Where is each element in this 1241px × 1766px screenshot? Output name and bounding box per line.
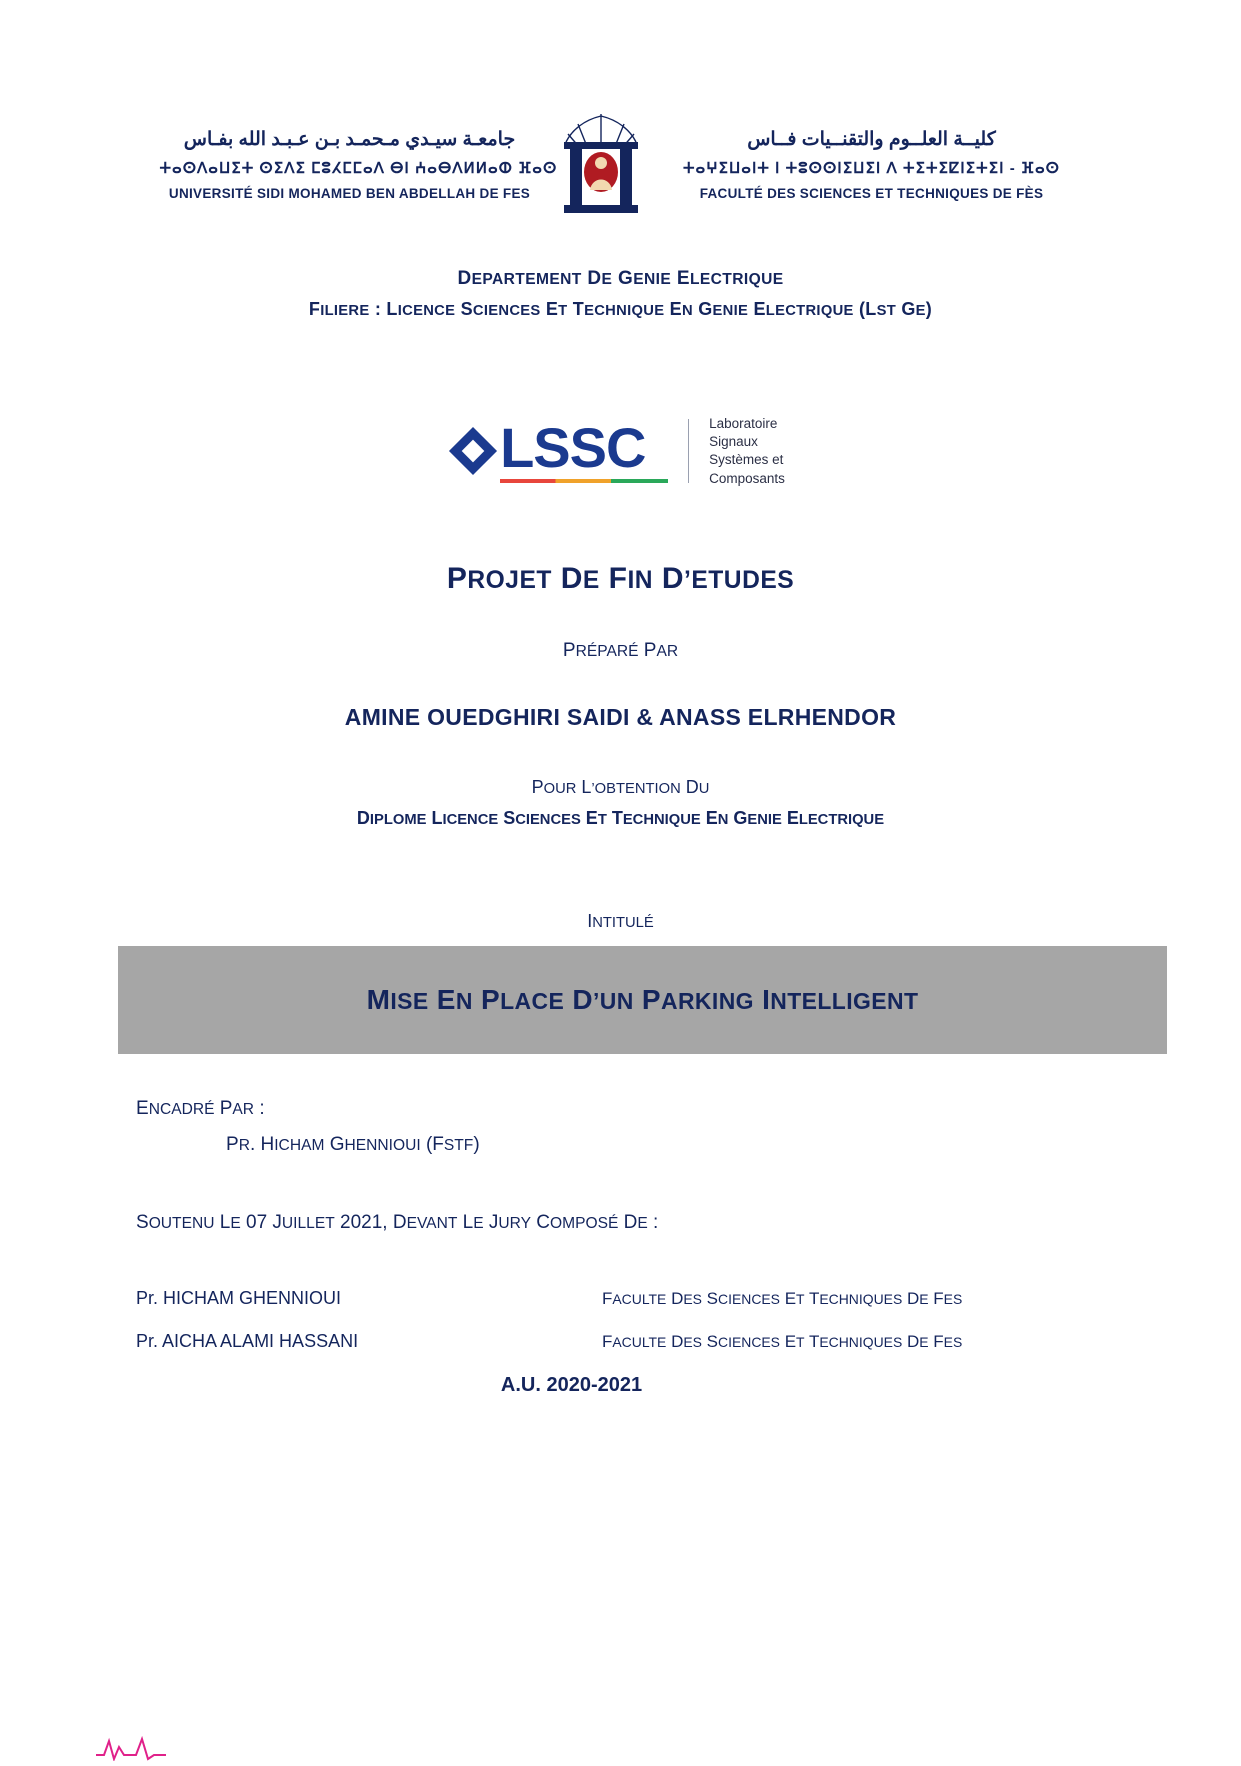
department-info (0, 268, 1241, 320)
lab-sub-line-3: Systèmes et (709, 452, 784, 468)
jury-row (136, 1331, 1167, 1352)
lab-acronym: LSSC (500, 415, 646, 479)
supervisor-name: PR. HICHAM GHENNIOUI (FSTF) (226, 1133, 480, 1155)
jury-member-name: Pr. AICHA ALAMI HASSANI (136, 1330, 359, 1351)
intitule-label: INTITULÉ (587, 910, 654, 931)
defense-statement: SOUTENU LE 07 JUILLET 2021, DEVANT LE JURY COMPOSÉ DE : (136, 1211, 659, 1233)
faculty-name-tifinagh: ⵜⴰⵖⵉⵡⴰⵏⵜ ⵏ ⵜⵓⵙⵙⵏⵉⵡⵉⵏ ⴷ ⵜⵉⵜⵉⵇⵏⵉⵜⵉⵏ - ⴼⴰⵙ (683, 159, 1060, 177)
lab-logo (0, 415, 1241, 488)
university-identity-right (662, 126, 1082, 204)
university-name-latin: UNIVERSITÉ SIDI MOHAMED BEN ABDELLAH DE FES (168, 186, 531, 202)
academic-year: A.U. 2020-2021 (500, 1373, 643, 1396)
jury-list (136, 1288, 1167, 1352)
supervised-by-label: ENCADRÉ PAR : (136, 1097, 265, 1119)
diploma-name: DIPLOME LICENCE SCIENCES ET TECHNIQUE EN GENIE ELECTRIQUE (356, 807, 885, 828)
jury-member-name: Pr. HICHAM GHENNIOUI (136, 1287, 342, 1308)
university-header (0, 0, 1241, 220)
lssc-diamond-icon (449, 427, 497, 475)
for-obtaining-label: POUR L’OBTENTION DU (531, 776, 710, 797)
lab-sub-line-1: Laboratoire (709, 416, 778, 431)
authors: AMINE OUEDGHIRI SAIDI & ANASS ELRHENDOR (344, 703, 897, 730)
department-name: DEPARTEMENT DE GENIE ELECTRIQUE (457, 268, 784, 289)
jury-row (136, 1288, 1167, 1309)
jury-member-affiliation: FACULTE DES SCIENCES ET TECHNIQUES DE FES (602, 1288, 963, 1308)
project-title-band (118, 946, 1167, 1054)
faculty-name-latin: FACULTÉ DES SCIENCES ET TECHNIQUES DE FÈS (699, 186, 1044, 202)
lab-full-name (709, 415, 785, 488)
page-title: MISE EN PLACE D’UN PARKING INTELLIGENT (366, 983, 919, 1015)
jury-member-affiliation: FACULTE DES SCIENCES ET TECHNIQUES DE FES (602, 1331, 963, 1351)
university-seal-icon (558, 110, 644, 220)
program-name: FILIERE : LICENCE SCIENCES ET TECHNIQUE EN GENIE ELECTRIQUE (LST GE) (308, 299, 933, 319)
university-identity-left (159, 126, 558, 204)
lab-underline-bar (500, 479, 668, 483)
lab-sub-line-2: Signaux (709, 434, 758, 450)
supervision-section (0, 1098, 1241, 1397)
faculty-name-arabic: كليــة العلــوم والتقنــيات فــاس (747, 129, 996, 151)
prepared-by-label: PRÉPARÉ PAR (562, 639, 679, 661)
signal-wave-icon (96, 1735, 166, 1766)
project-heading: PROJET DE FIN D’ETUDES (446, 561, 795, 595)
university-name-arabic: جامعـة سيـدي مـحمـد بـن عـبـد الله بفـاس (183, 129, 516, 151)
university-name-tifinagh: ⵜⴰⵙⴷⴰⵡⵉⵜ ⵙⵉⴷⵉ ⵎⵓⵃⵎⵎⴰⴷ ⴱⵏ ⵄⴰⴱⴷⵍⵍⴰⵀ ⴼⴰⵙ (159, 159, 558, 177)
lab-logo-divider (688, 419, 689, 483)
lab-sub-line-4: Composants (709, 470, 785, 486)
